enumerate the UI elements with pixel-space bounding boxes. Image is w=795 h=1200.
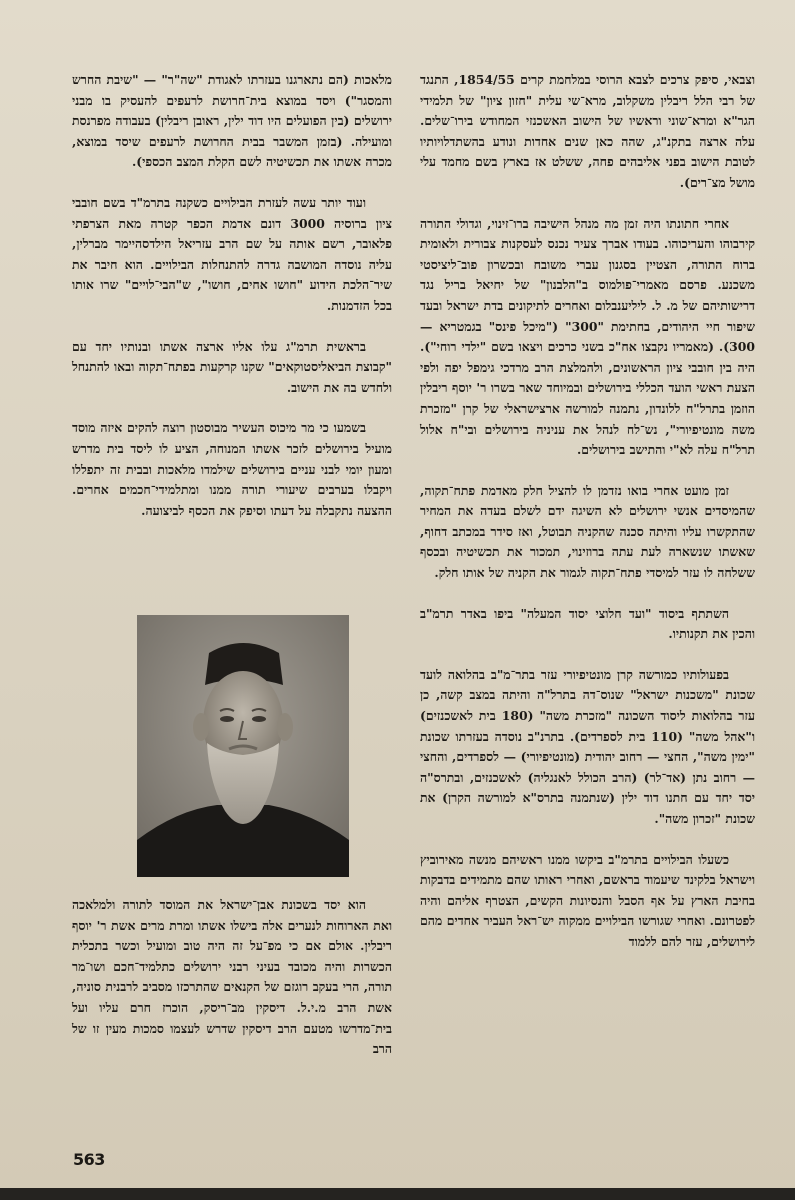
right-paragraph-3: זמן מועט אחרי בואו נזדמן לו להציל חלק מאדמת פתח־תקוה, שהמיסדים אנשי ירושלים לא השיגה ידם לשלם בעדה את המחיר שהתקשרו עליו והיתה סכנה שהקניה תבוטל, ואז סידר במכתב דחוף, שאשתו שנשארה לעת עתה ברוזינוי, תמכור את תכשיטיה ובכסף ששלחה לו עזר למיסדי פתח־תקוה לגמור את הקניה של אותו חלק. <box>420 482 755 581</box>
portrait-photo <box>137 615 349 877</box>
right-paragraph-2: אחרי חתונתו היה זמן מה מנהל הישיבה ברו־זינוי, וגדולי התורה קירבוהו והעריכוהו. בעודו אברך צעיר נכנס לעסקנות צבורית ולאומית ברוח התורה, הצטיין בסגנון עברי משובח ובכשרון פוב־ליציסטי משכנע. פרסם מאמרי־פולמוס ב"הלבנון" של יחיאל בריל נגד דרישותיהם של מ. ל. ליליענבלום ואחרים לתיקונים בדת ישראל ובעד שיפור חיי היהודים, בחתימת "300" ("מיכל פינס" בגמטריא — 300). (מאמריו נקבצו אח"כ בשני כרכים ויצאו בשם "ילדי רוחי"). היה בין חובבי ציון הראשונים, ולהמלצת הרב מרדכי גימפל יפה ולפי הצעת ראשי הועד הכללי בירושלים ובמיוחד שאר בשרו ר' יוסף ריבלין הוזמן בתרל"ח ללונדון, נתמנה למורשה ארצישראלי של קרן "מזכרת משה מונטיפיורי", נש־לח לנהל את עניניה בירושלים ובי"ח אלול תרל"ח עלה לא"י והתישב בירושלים. <box>420 215 755 458</box>
portrait-image <box>137 615 349 877</box>
left-bottom-paragraph: הוא יסד בשכונת אבן־ישראל את המוסד לתורה ולמלאכה ואת הארוחות לנערים אלה בישלו אשתו ומרת מרים אשת ר' יוסף ריבלין. אולם אם כי מפ־על זה היה טוב ומועיל וכשר בתכלית הכשרות והיה מכובד בעיני רבני ירושלים כתלמיד־חכם ושו־מר תורה, הרי בעקב רוגזם של הקנאים שהתרכזו מסביב לרבנית סוניה, אשת הרב מ.י.ל. דיסקין מב־ריסק, הוכרז חרם עליו ועל בית־מדרשו מטעם הרב דיסקין שדרש לעצמו סמכות מעין זו של הרב <box>72 897 392 1057</box>
right-paragraph-5: בפעולותיו כמורשה קרן מונטיפיורי עזר בתר־מ"ב בהלואה לועד שכונת "משכנות ישראל" שנוס־דה בתרל"ה והיתה במצב קשה, כן עזר בהלואות ליסוד השכונה "מזכרת משה" (180 בית לאשכנזים) ו"אהל משה" (110 בית לספרדים). בתרנ"ב נוסדה בעזרתו שכונת "ימין משה", החצי — רחוב יהודית (מונטיפיורי) — לספרדים, והחצי — רחוב נתן (אד־לר) (הרב הכולל לאנגליה) לאשכנזים, ובתרס"ה יסד יחד עם חתנו דוד ילין (שנתמנה בתרס"א למורשה הקרן) את שכונת "זכרון משה". <box>420 666 755 826</box>
left-paragraph-4: בשמעו כי מר מיכוס העשיר מבוסטון רוצה להקים איזה מוסד מועיל בירושלים לזכר אשתו המנוחה, הציע לו ליסד בית מדרש ומעון יומי לבני עניים בירושלים שילמדו מלאכות ובבית זה יתפללו ויקבלו בערבים שיעורי תורה ממנו ומתלמידי־חכמים אחרים. ההצעה נתקבלה על דעתו וסיפק את הכסף לביצועה. <box>72 420 392 518</box>
page-number: 563 <box>73 1150 105 1169</box>
right-text-column <box>420 70 755 973</box>
left-bottom-text <box>72 895 392 1060</box>
left-paragraph-1: מלאכות (הם נתארגנו בעזרתו לאגודת "שה"ר" — "שיבת החרש והמסגר") ויסד במוצא בית־חרושת לרעפים להעסיק בו מבני ירושלים (בין הפועלים היו דוד ילין, ראובן ריבלין) בעבודה מפרנסת ומועילה. (בזמן המשבר בבית החרושת לרעפים שיסד במוצא, מכרה אשתו את תכשיטיה לשם הקלת המצב הכספי). <box>72 72 392 170</box>
left-paragraph-2: ועוד יותר עשה לעזרת הבילויים כשקנה בתרמ"ד בשם חובבי ציון ברוסיה 3000 דונם אדמת הכפר קטרה מאת הצרפתי פלאובר, רשם אותה על שם הרב עזריאל הילדסהיימר מברלין, עליה נוסדה המושבה גדרה להתנחלות הבילויים. הוא חיבר את שיר־הלכת הידוע "חושו אחים, חושו", ש"הבי־לויים" שרו אותו בכל הזדמנות. <box>72 194 392 313</box>
scan-edge <box>0 1188 795 1200</box>
left-text-column <box>72 70 392 541</box>
left-paragraph-3: בראשית תרמ"ג עלו אליו ארצה אשתו ובנותיו יחד עם "קבוצת הביאליסטוקאים" שקנו קרקעות בפתח־תקוה ובאו להתנחל ולחדש בה את הישוב. <box>72 338 392 395</box>
right-paragraph-1: וצבאי, סיפק צרכים לצבא הרוסי במלחמת קרים 1854/55, התנגד של רבי הלל ריבלין משקלוב, מרא־שי עלית "חזון ציון" של תלמידי הגר"א ומרא־שוני וראשיו של הישוב האשכנזי המחודש בירו־שלים. עלה ארצה בתקנ"ג, שהה כאן שנים אחדות ונודע בהשתדלויותיו לטובת הישוב בפני אליבהים פחה, ששלט אז בארץ בשם מחמד עלי מושל מצ־רים). <box>420 72 756 190</box>
right-paragraph-6: כשעלו הבילויים בתרמ"ב ביקשו ממנו ראשיהם מנשה מאירוביץ וישראל בלקינד שיעמוד בראשם, ואחרי ראותו שהם מתמידים בדבקות בחיבת הארץ על אף הסבל והנסיונות הקשים, הצטרף אליהם והיה לפטרונם. ואחרי שגורשו הבילויים ממקוה יש־ראל העביר אחדים מהם לירושלים, עזר להם ללמוד <box>420 851 755 949</box>
right-paragraph-4: השתתף ביסוד "ועד חלוצי יסוד המעלה" ביפו באדר תרמ"ב והכין את תקנותיו. <box>420 605 755 642</box>
